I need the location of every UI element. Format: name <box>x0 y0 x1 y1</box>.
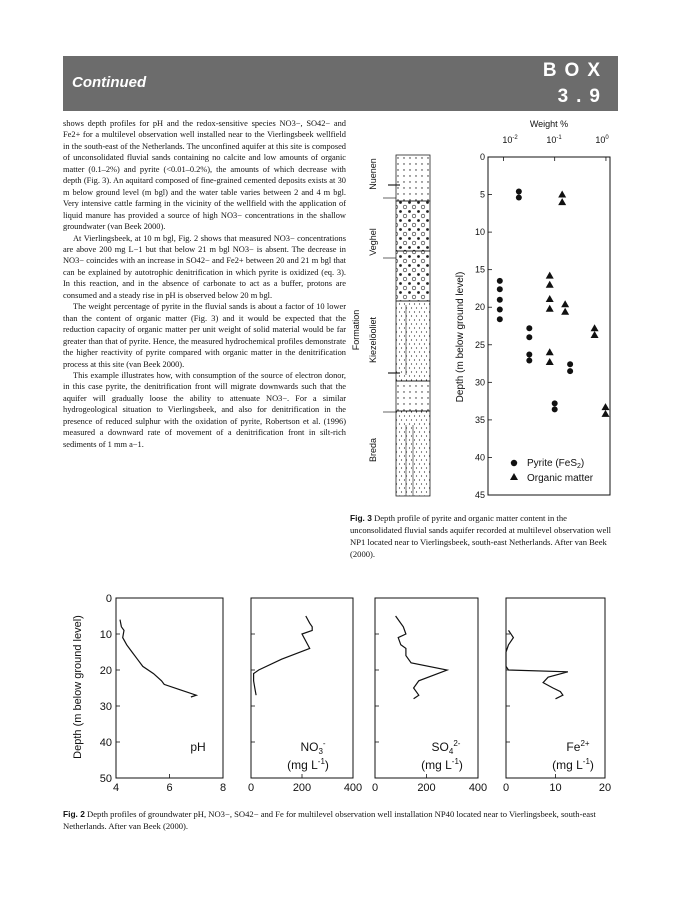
legend-pyrite-marker <box>511 460 517 466</box>
box-word: BOX <box>542 60 608 81</box>
so4-xtick-label: 400 <box>468 782 488 794</box>
fig3-ytick-label: 35 <box>474 414 485 425</box>
fig2-ytick-label: 10 <box>99 629 112 641</box>
legend-pyrite-label: Pyrite (FeS$_2$) <box>527 458 585 470</box>
pyrite-point <box>497 316 503 322</box>
fe-xtick-label: 10 <box>549 782 562 794</box>
organic-matter-point <box>546 281 554 288</box>
fig3-x-title: Weight % <box>529 119 569 129</box>
fig3-points <box>497 189 610 417</box>
fig3-xtick-3: $10^0$ <box>595 135 609 145</box>
pyrite-point <box>497 297 503 303</box>
fig3-chart <box>450 115 630 505</box>
organic-matter-point <box>561 308 569 315</box>
pyrite-point <box>526 352 532 358</box>
ph-xtick-label: 6 <box>166 782 173 794</box>
fig3-caption-text: Depth profile of pyrite and organic matter content in the unconsolidated fluvial sands aquifer recorded at multilevel observation well NP1 located near to Vierlingsbeek, south-east Netherlands. After van Beek (2000). <box>350 513 612 559</box>
fig3-xtick-1: $10^{-2}$ <box>502 135 518 145</box>
so4-frame <box>375 598 478 778</box>
organic-matter-point <box>561 300 569 307</box>
box-header <box>63 56 618 111</box>
paragraph-2: At Vierlingsbeek, at 10 m bgl, Fig. 2 shows that measured NO3− concentrations are above 200 mg L−1 but that below 21 m bgl NO3− is absent. The decrease in NO3− coincides with an increase in SO42− and Fe2+ between 20 and 21 m bgl that can be explained by autotrophic denitrification in which pyrite is oxidized (eq. 3). In this reaction, and in the absence of carbonate to act as a buffer, protons are consumed and a steady rise in pH is observed below 20 m bgl. <box>63 233 346 300</box>
pyrite-point <box>497 286 503 292</box>
pyrite-point <box>526 358 532 364</box>
pyrite-point <box>516 195 522 201</box>
formation-axis-label: Formation <box>351 309 361 351</box>
pyrite-point <box>497 306 503 312</box>
formation-labels <box>351 158 378 462</box>
organic-matter-point <box>546 272 554 279</box>
legend-organic-marker <box>510 473 518 480</box>
formation-breda: Breda <box>368 437 378 463</box>
fig3-ytick-label: 20 <box>474 302 485 313</box>
organic-matter-point <box>558 191 566 198</box>
fig2-chart <box>63 585 623 800</box>
paragraph-4: This example illustrates how, with consumption of the source of electron donor, in this case pyrite, the denitrification front will migrate downwards such that the aquifer will gradually loose the ability to attenuate NO3−. For a similar hydrogeological situation to Vierlingsbeek, and also for denitrification in the presence of reduced sulphur with the oxidation of pyrite, Robertson et al. (1996) measured a downward rate of movement of a denitrification front in silt-rich sediments of 1 mm a−1. <box>63 370 346 449</box>
organic-matter-point <box>546 358 554 365</box>
legend-organic-label: Organic matter <box>527 473 594 484</box>
pyrite-point <box>552 406 558 412</box>
formation-nuenen: Nuenen <box>368 158 378 190</box>
ph-xtick-label: 8 <box>219 782 227 794</box>
fig3-ytick-label: 10 <box>474 227 485 238</box>
fig2-ytick-label: 0 <box>105 593 112 605</box>
fig3-y-label: Depth (m below ground level) <box>455 271 466 403</box>
fe-xtick-label: 0 <box>502 782 510 794</box>
so4-unit: (mg $L^{-1}$) <box>421 757 463 772</box>
organic-matter-point <box>546 348 554 355</box>
fig2-y-label: Depth (m below ground level) <box>72 615 84 759</box>
no3-xtick-label: 400 <box>343 782 363 794</box>
fig2-ytick-label: 50 <box>99 773 112 785</box>
fig3-ytick-label: 30 <box>474 377 485 388</box>
fig2-ytick-label: 20 <box>99 665 112 677</box>
box-label <box>543 58 608 110</box>
so4-label: $SO_4^{2-}$ <box>431 739 461 756</box>
fig2-ytick-label: 40 <box>99 737 112 749</box>
pyrite-point <box>497 278 503 284</box>
fig3-caption <box>350 512 615 560</box>
fig3-ytick-label: 0 <box>479 152 485 162</box>
pyrite-point <box>526 325 532 331</box>
organic-matter-point <box>558 198 566 205</box>
organic-matter-point <box>591 331 599 338</box>
no3-profile-line <box>254 616 313 695</box>
fig3-caption-label: Fig. 3 <box>350 513 372 523</box>
formation-veghel: Veghel <box>368 228 378 256</box>
no3-xtick-label: 0 <box>247 782 255 794</box>
fe-label: $Fe^{2+}$ <box>566 739 590 754</box>
ph-frame <box>116 598 223 778</box>
fig2-panels <box>100 593 611 794</box>
organic-matter-point <box>591 324 599 331</box>
fig3-xtick-2: $10^{-1}$ <box>546 135 562 145</box>
paragraph-3: The weight percentage of pyrite in the fluvial sands is about a factor of 10 lower than the content of organic matter (Fig. 3) and it would be expected that the reduction capacity of organic matter per unit weight of solid material would be far greater than that of pyrite. Hence, the measured hydrochemical profiles demonstrate the higher reactivity of pyrite compared with organic matter in the denitrification process at this site (van Beek 2000). <box>63 302 346 369</box>
organic-matter-point <box>601 403 609 410</box>
fig3-ytick-label: 15 <box>474 264 485 275</box>
fig2-caption <box>63 808 618 832</box>
box-number: 3.9 <box>557 86 608 107</box>
formation-kiezelooliet: Kiezelöoliet <box>368 316 378 364</box>
fe-xtick-label: 20 <box>598 782 612 794</box>
so4-profile-line <box>396 616 448 699</box>
fe-frame <box>506 598 605 778</box>
fe-unit: (mg $L^{-1}$) <box>552 757 594 772</box>
fe-profile-line <box>506 630 568 698</box>
pyrite-point <box>552 400 558 406</box>
paragraph-1: shows depth profiles for pH and the redox-sensitive species NO3−, SO42− and Fe2+ for a multilevel observation well installed near to the Vierlingsbeek wellfield in the south-east of the Netherlands. The unconfined aquifer at this site is composed of unconsolidated fluvial sands containing no calcite and low amounts of organic matter (0.1–2%) and pyrite (<0.01–0.2%), the amounts of which decrease with depth (Fig. 3). An aquitard composed of fine-grained cemented deposits exists at 30 m below ground level (m bgl) and the water table varies between 2 and 4 m bgl. Very intensive cattle farming in the vicinity of the wellfield with the application of liquid manure has provided a source of high NO3− concentrations in the shallow groundwater (van Beek 2000). <box>63 119 346 232</box>
pyrite-point <box>567 361 573 367</box>
fig3-ytick-label: 5 <box>479 189 485 200</box>
fig3-ytick-label: 25 <box>474 339 485 350</box>
no3-label: $NO_3^-$ <box>300 739 326 756</box>
fig3-xtick-labels <box>502 135 609 145</box>
pyrite-point <box>567 368 573 374</box>
so4-xtick-label: 200 <box>417 782 436 794</box>
fig3-stratigraphic-column <box>348 150 450 500</box>
header-title: Continued <box>72 74 147 91</box>
fig3-axis-ticks <box>475 152 606 500</box>
fig3-plot-frame <box>488 157 610 495</box>
fig3-legend <box>510 458 594 484</box>
body-text <box>63 118 346 450</box>
fig2-caption-text: Depth profiles of groundwater pH, NO3−, SO42− and Fe for multilevel observation well installation NP40 located near to Vierlingsbeek, south-east Netherlands. After van Beek (2000). <box>63 809 596 831</box>
no3-unit: (mg $L^{-1}$) <box>287 757 329 772</box>
so4-xtick-label: 0 <box>371 782 379 794</box>
fig3-ytick-label: 40 <box>474 452 485 463</box>
organic-matter-point <box>601 410 609 417</box>
pyrite-point <box>516 189 522 195</box>
ph-profile-line <box>120 620 196 697</box>
pyrite-point <box>526 334 532 340</box>
no3-xtick-label: 200 <box>292 782 312 794</box>
fig2-ytick-label: 30 <box>99 701 112 713</box>
ph-xtick-label: 4 <box>112 782 120 794</box>
fig3-ytick-label: 45 <box>474 490 485 500</box>
ph-label: pH <box>190 740 206 754</box>
fig2-caption-label: Fig. 2 <box>63 809 85 819</box>
organic-matter-point <box>546 295 554 302</box>
organic-matter-point <box>546 305 554 312</box>
fig2-panel-ph <box>100 593 226 794</box>
